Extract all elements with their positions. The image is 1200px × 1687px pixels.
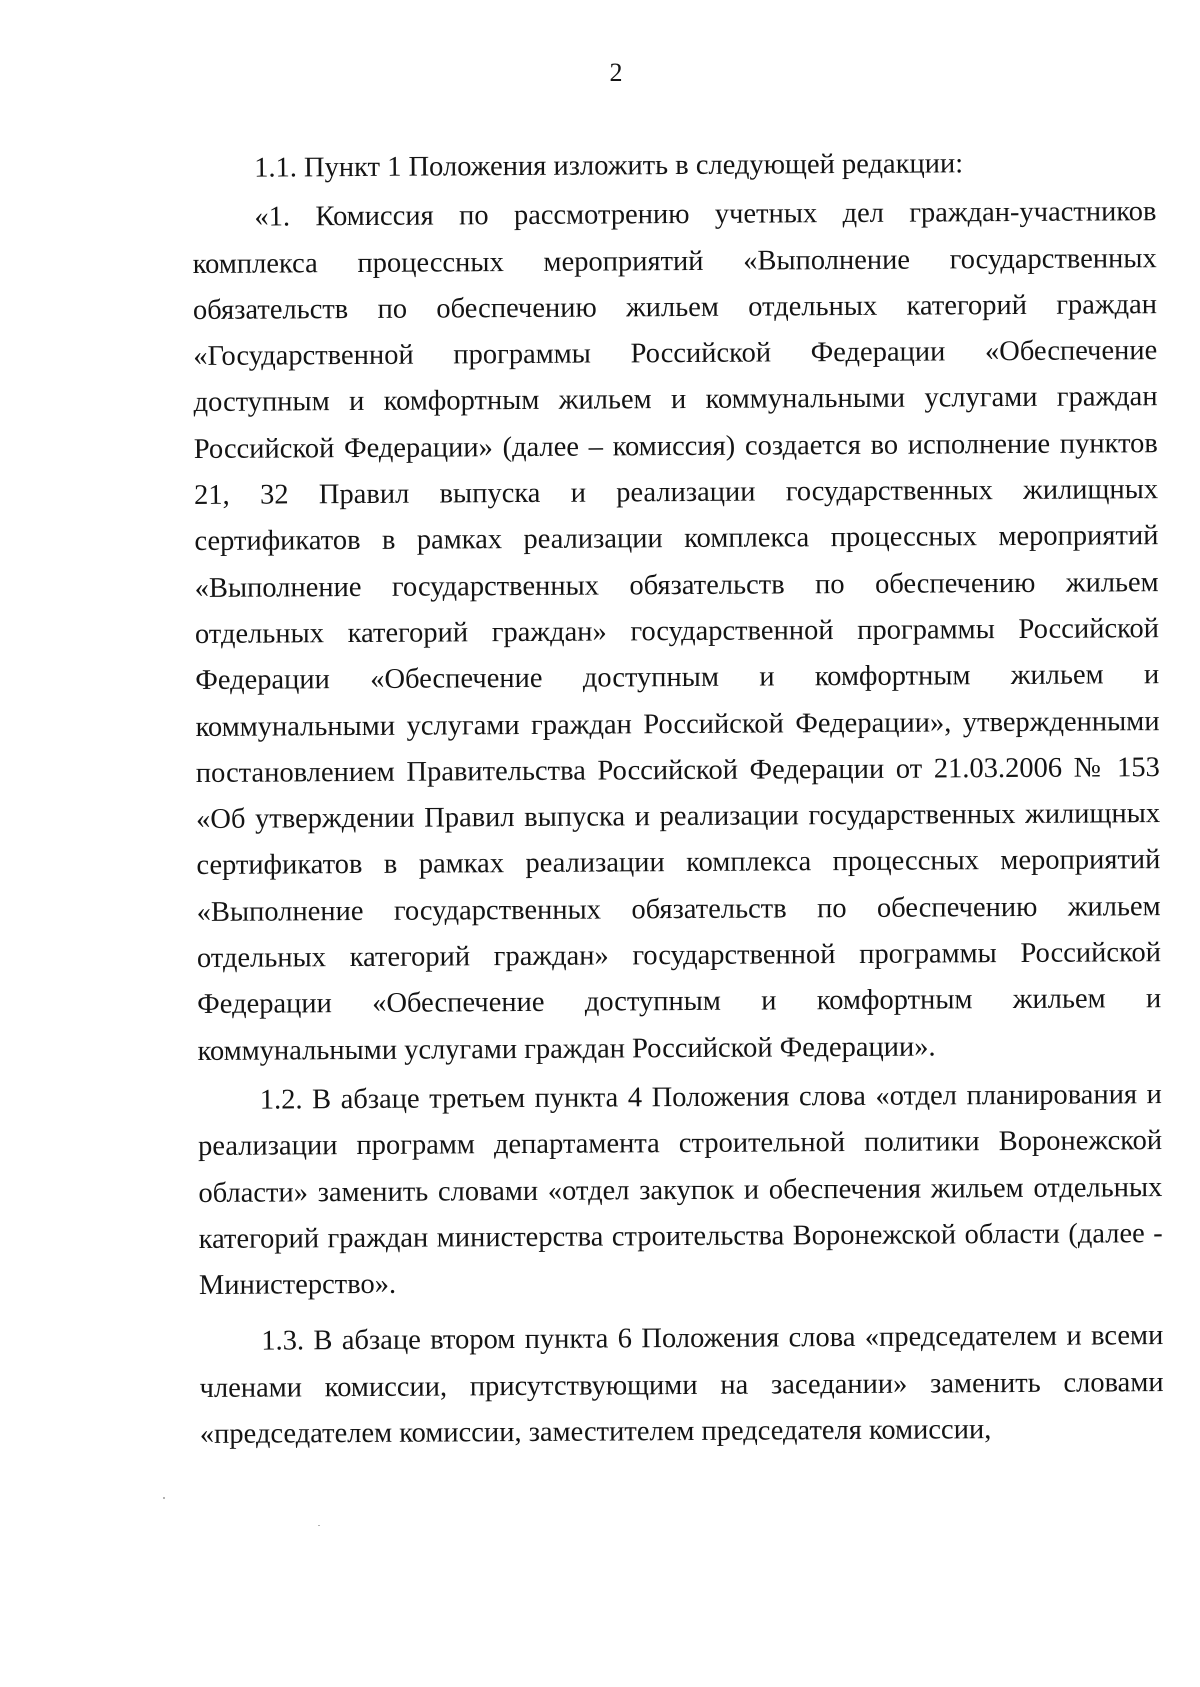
paragraph-amendment-1-1: 1.1. Пункт 1 Положения изложить в следующей редакции: — [254, 148, 964, 184]
scan-speck — [163, 1497, 165, 1499]
paragraph-amendment-1-3: 1.3. В абзаце втором пункта 6 Положения слова «председателем и всеми членами комиссии, присутствующими на заседании» заменить словами «председателем комиссии, заместителем председателя комиссии, — [199, 1320, 1164, 1450]
paragraph-new-point-1: «1. Комиссия по рассмотрению учетных дел граждан-участников комплекса процессных мероприятий «Выполнение государственных обязательств по обеспечению жильем отдельных категорий граждан «Государственной программы Российской Федерации «Обеспечение доступным и комфортным жильем и коммунальными услугами граждан Российской Федерации» (далее – комиссия) создается во исполнение пунктов 21, 32 Правил выпуска и реализации государственных жилищных сертификатов в рамках реализации комплекса процессных мероприятий «Выполнение государственных обязательств по обеспечению жильем отдельных категорий граждан» государственной программы Российской Федерации «Обеспечение доступным и комфортным жильем и коммунальными услугами граждан Российской Федерации», утвержденными постановлением Правительства Российской Федерации от 21.03.2006 № 153 «Об утверждении Правил выпуска и реализации государственных жилищных сертификатов в рамках реализации комплекса процессных мероприятий «Выполнение государственных обязательств по обеспечению жильем отдельных категорий граждан» государственной программы Российской Федерации «Обеспечение доступным и комфортным жильем и коммунальными услугами граждан Российской Федерации». — [192, 196, 1162, 1067]
paragraph-amendment-1-2: 1.2. В абзаце третьем пункта 4 Положения слова «отдел планирования и реализации программ департамента строительной политики Воронежской области» заменить словами «отдел закупок и обеспечения жильем отдельных категорий граждан министерства строительства Воронежской области (далее - Министерство». — [198, 1079, 1163, 1302]
scan-speck — [318, 1525, 320, 1526]
page-number: 2 — [609, 58, 623, 87]
document-body — [192, 140, 1164, 1458]
